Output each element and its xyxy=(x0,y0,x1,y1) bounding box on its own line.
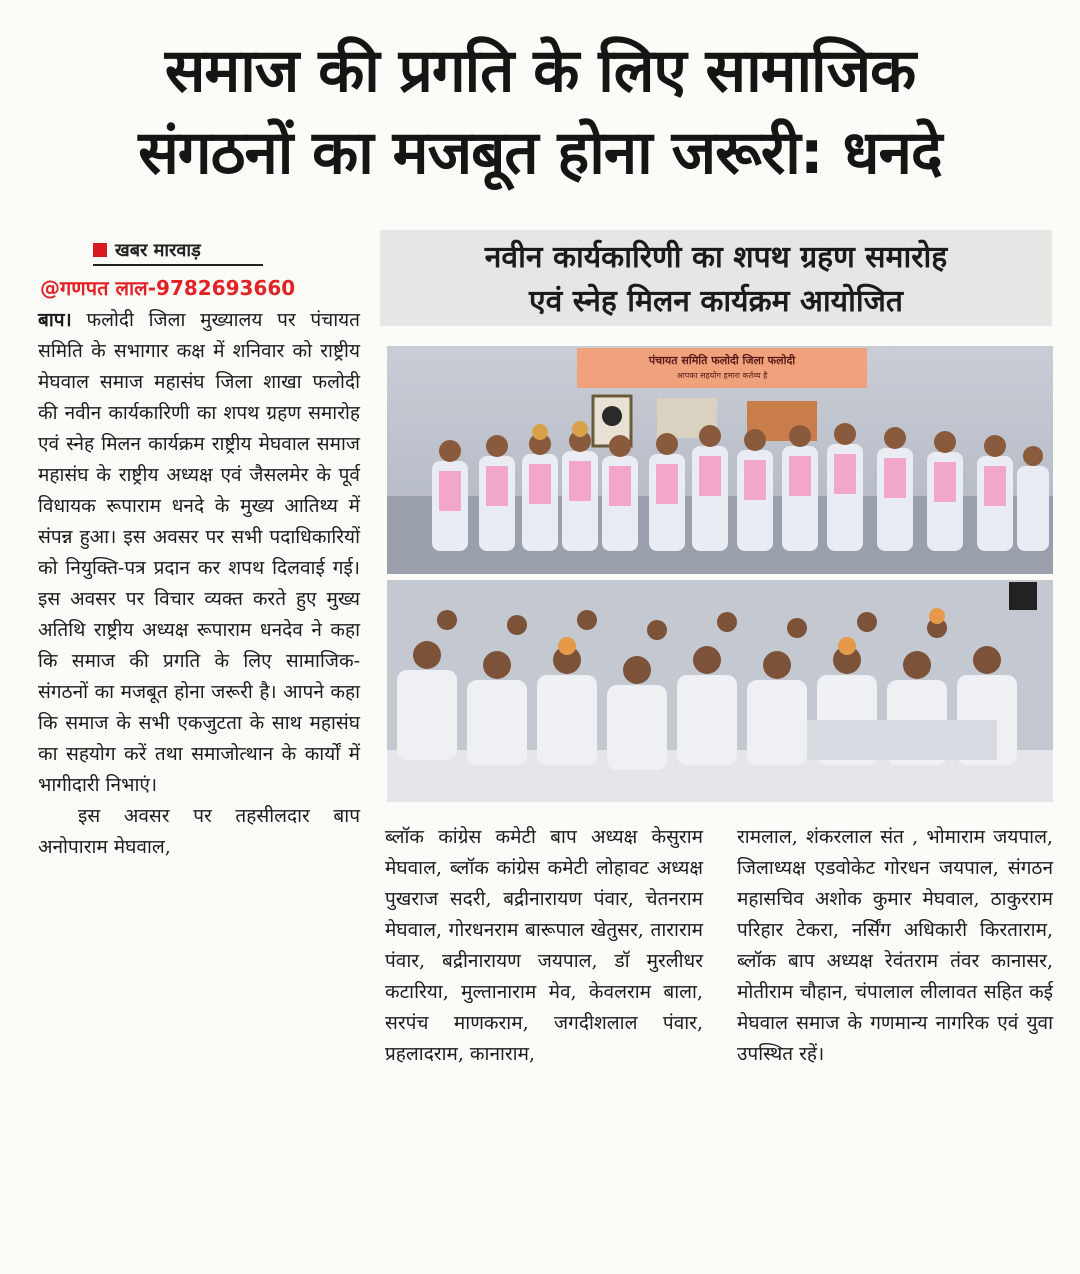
byline: @गणपत लाल-9782693660 xyxy=(40,276,296,300)
col3-text: रामलाल, शंकरलाल संत , भोमाराम जयपाल, जिलाध्यक्ष एडवोकेट गोरधन जयपाल, संगठन महासचिव अशोक कुमार मेघवाल, ठाकुरराम परिहार टेकरा, नर्सिंग अधिकारी किरताराम, ब्लॉक बाप अध्यक्ष रेवंतराम तंवर कानासर, मोतीराम चौहान, चंपालाल लीलावत सहित कई मेघवाल समाज के गणमान्य नागरिक एवं युवा उपस्थित रहें। xyxy=(737,826,1053,1065)
paragraph-1 xyxy=(38,305,360,801)
banner-text-1: पंचायत समिति फलोदी जिला फलोदी xyxy=(648,354,796,367)
article-body-col1 xyxy=(38,305,360,863)
paragraph-1-text: फलोदी जिला मुख्यालय पर पंचायत समिति के सभागार कक्ष में शनिवार को राष्ट्रीय मेघवाल समाज महासंघ जिला शाखा फलोदी की नवीन कार्यकारिणी का शपथ ग्रहण समारोह एवं स्नेह मिलन कार्यक्रम राष्ट्रीय मेघवाल समाज महासंघ के राष्ट्रीय अध्यक्ष एवं जैसलमेर के पूर्व विधायक रूपाराम धनदे के मुख्य आतिथ्य में संपन्न हुआ। इस अवसर पर सभी पदाधिकारियों को नियुक्ति-पत्र प्रदान कर शपथ दिलवाई गई। इस अवसर पर विचार व्यक्त करते हुए मुख्य अतिथि राष्ट्रीय अध्यक्ष रूपाराम धनदेव ने कहा कि समाज की प्रगति के लिए सामाजिक-संगठनों का मजबूत होना जरूरी है। आपने कहा कि समाज के सभी एकजुटता के साथ महासंघ का सहयोग करें तथा समाजोत्थान के कार्यों में भागीदारी निभाएं। xyxy=(38,309,360,796)
headline-line-2: संगठनों का मजबूत होना जरूरी: धनदे xyxy=(138,118,942,188)
photo-oath-ceremony xyxy=(387,346,1053,574)
kicker-label: खबर मारवाड़ xyxy=(115,240,201,261)
headline xyxy=(0,30,1080,194)
subheadline xyxy=(380,230,1052,326)
photo-audience xyxy=(387,580,1053,802)
col2-text: ब्लॉक कांग्रेस कमेटी बाप अध्यक्ष केसुराम मेघवाल, ब्लॉक कांग्रेस कमेटी लोहावट अध्यक्ष पुखराज सदरी, बद्रीनारायण पंवार, चेतनराम मेघवाल, गोरधनराम बारूपाल खेतुसर, ताराराम पंवार, बद्रीनारायण जयपाल, डॉ मुरलीधर कटारिया, मुल्तानाराम मेव, केवलराम बाला, सरपंच माणकराम, जगदीशलाल पंवार, प्रहलादराम, कानाराम, xyxy=(385,826,703,1065)
banner-text-2: आपका सहयोग हमारा कर्तव्य है xyxy=(676,371,768,380)
dateline: बाप। xyxy=(38,309,72,331)
subheadline-line-2: एवं स्नेह मिलन कार्यक्रम आयोजित xyxy=(529,284,903,319)
headline-line-1: समाज की प्रगति के लिए सामाजिक xyxy=(164,36,916,106)
article-body-col2 xyxy=(385,822,703,1070)
subheadline-line-1: नवीन कार्यकारिणी का शपथ ग्रहण समारोह xyxy=(484,240,948,275)
left-column xyxy=(38,238,360,863)
red-square-icon xyxy=(93,243,107,257)
article-body-col3 xyxy=(737,822,1053,1070)
kicker xyxy=(93,238,263,266)
paragraph-2: इस अवसर पर तहसीलदार बाप अनोपाराम मेघवाल, xyxy=(38,805,360,858)
